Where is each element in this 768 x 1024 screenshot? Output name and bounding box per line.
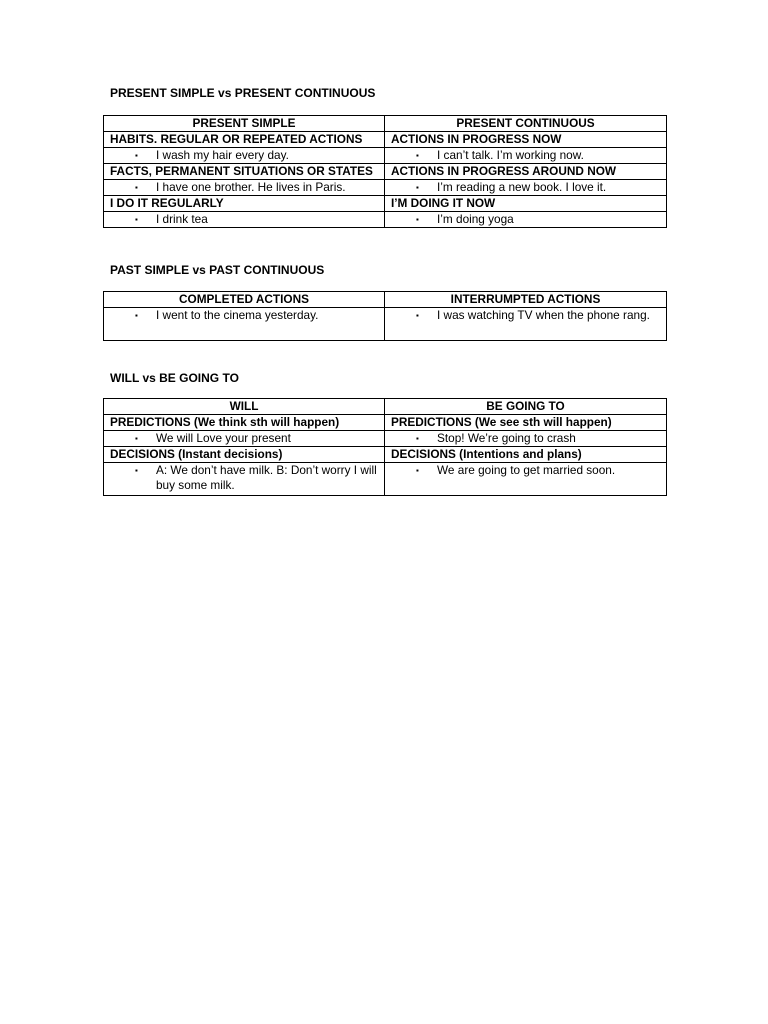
example-text: I’m doing yoga (437, 212, 514, 226)
bullet-icon: ▪ (135, 434, 138, 443)
column-header: WILL (104, 399, 385, 415)
example-text: I can’t talk. I’m working now. (437, 148, 584, 162)
table-present-simple-vs-continuous (103, 115, 667, 228)
bullet-icon: ▪ (135, 183, 138, 192)
column-header: COMPLETED ACTIONS (104, 292, 385, 308)
table-will-vs-going-to (103, 398, 667, 496)
table-row (104, 431, 667, 447)
example-cell (385, 308, 667, 341)
table-row (104, 132, 667, 148)
example-cell (385, 431, 667, 447)
table-row (104, 212, 667, 228)
example-text: I went to the cinema yesterday. (156, 308, 319, 322)
bullet-icon: ▪ (416, 151, 419, 160)
example-cell (104, 308, 385, 341)
column-header: PRESENT SIMPLE (104, 116, 385, 132)
table-row (104, 463, 667, 496)
table-past-simple-vs-continuous (103, 291, 667, 341)
example-cell (385, 212, 667, 228)
category-cell: PREDICTIONS (We see sth will happen) (385, 415, 667, 431)
example-text: A: We don’t have milk. B: Don’t worry I will buy some milk. (156, 463, 377, 492)
section-title-future: WILL vs BE GOING TO (110, 371, 239, 385)
column-header: PRESENT CONTINUOUS (385, 116, 667, 132)
table-row (104, 196, 667, 212)
bullet-icon: ▪ (135, 215, 138, 224)
example-cell (104, 180, 385, 196)
example-cell (104, 431, 385, 447)
column-header: BE GOING TO (385, 399, 667, 415)
bullet-icon: ▪ (416, 311, 419, 320)
example-text: I’m reading a new book. I love it. (437, 180, 607, 194)
category-cell: DECISIONS (Intentions and plans) (385, 447, 667, 463)
example-text: I was watching TV when the phone rang. (437, 308, 650, 322)
bullet-icon: ▪ (416, 466, 419, 475)
bullet-icon: ▪ (135, 466, 138, 475)
table-header-row (104, 292, 667, 308)
bullet-icon: ▪ (135, 311, 138, 320)
section-title-present: PRESENT SIMPLE vs PRESENT CONTINUOUS (110, 86, 376, 100)
table-row (104, 164, 667, 180)
table-header-row (104, 399, 667, 415)
example-text: I wash my hair every day. (156, 148, 289, 162)
category-cell: I’M DOING IT NOW (385, 196, 667, 212)
example-text: Stop! We’re going to crash (437, 431, 576, 445)
example-text: I drink tea (156, 212, 208, 226)
section-title-past: PAST SIMPLE vs PAST CONTINUOUS (110, 263, 325, 277)
table-row (104, 308, 667, 341)
example-cell (385, 180, 667, 196)
example-cell (104, 148, 385, 164)
example-text: I have one brother. He lives in Paris. (156, 180, 346, 194)
column-header: INTERRUMPTED ACTIONS (385, 292, 667, 308)
category-cell: HABITS. REGULAR OR REPEATED ACTIONS (104, 132, 385, 148)
bullet-icon: ▪ (135, 151, 138, 160)
example-cell (104, 212, 385, 228)
example-text: We are going to get married soon. (437, 463, 616, 477)
example-cell (385, 148, 667, 164)
example-cell (104, 463, 385, 496)
table-row (104, 148, 667, 164)
bullet-icon: ▪ (416, 215, 419, 224)
table-row (104, 447, 667, 463)
example-cell (385, 463, 667, 496)
category-cell: FACTS, PERMANENT SITUATIONS OR STATES (104, 164, 385, 180)
example-text: We will Love your present (156, 431, 291, 445)
table-header-row (104, 116, 667, 132)
category-cell: DECISIONS (Instant decisions) (104, 447, 385, 463)
category-cell: ACTIONS IN PROGRESS AROUND NOW (385, 164, 667, 180)
category-cell: I DO IT REGULARLY (104, 196, 385, 212)
bullet-icon: ▪ (416, 183, 419, 192)
category-cell: ACTIONS IN PROGRESS NOW (385, 132, 667, 148)
category-cell: PREDICTIONS (We think sth will happen) (104, 415, 385, 431)
bullet-icon: ▪ (416, 434, 419, 443)
table-row (104, 180, 667, 196)
table-row (104, 415, 667, 431)
